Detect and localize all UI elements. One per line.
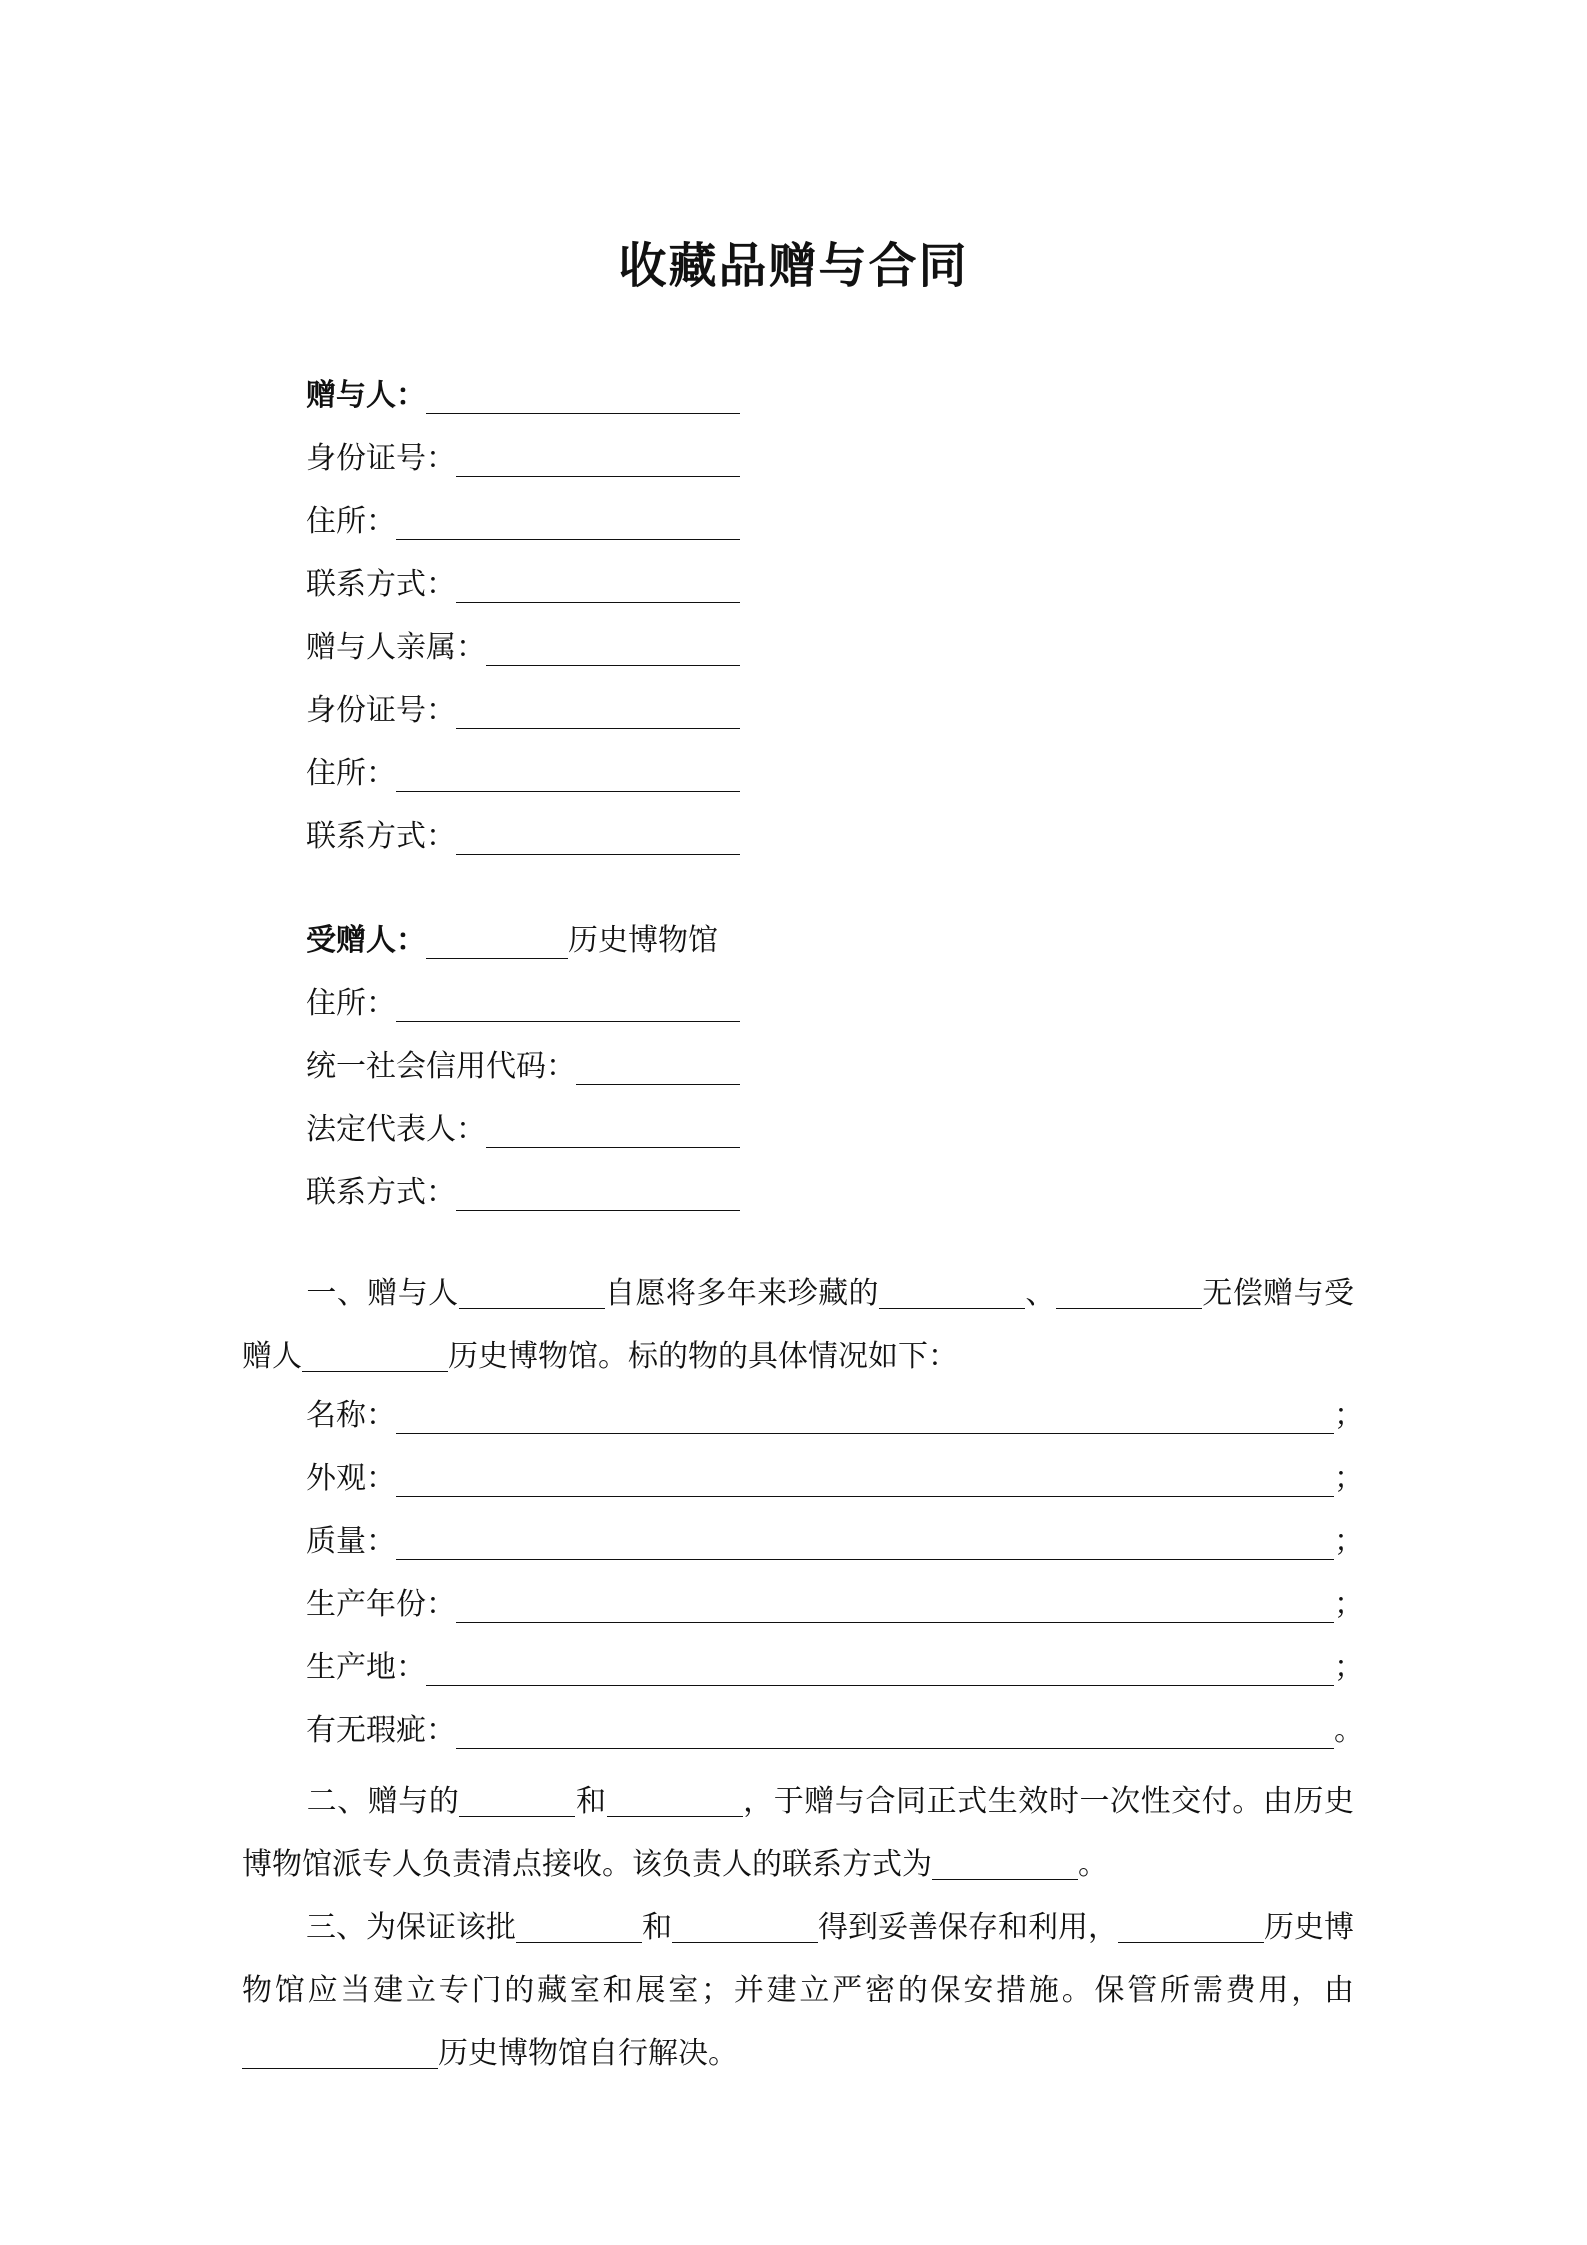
donee-credit-code-label: 统一社会信用代码： [306, 1049, 576, 1084]
relative-id-blank[interactable] [456, 692, 740, 729]
donee-credit-code-field [306, 1041, 740, 1087]
item-appearance-end: ； [1334, 1461, 1364, 1496]
item-appearance-label: 外观： [306, 1461, 396, 1496]
item-quality-field [306, 1516, 1364, 1562]
donor-id-field [306, 433, 740, 479]
clause-3-payer-blank[interactable] [242, 2038, 438, 2069]
clause-1-text-1: 一、赠与人 [306, 1276, 459, 1311]
item-origin-field [306, 1642, 1364, 1688]
clause-3-text-1: 三、为保证该批 [306, 1910, 516, 1945]
clause-1-text-3: 、 [1024, 1276, 1056, 1311]
clause-3-text-5: 历史博物馆自行解决。 [438, 2036, 738, 2071]
item-defects-end: 。 [1334, 1713, 1364, 1748]
donee-label: 受赠人： [306, 923, 426, 958]
donor-contact-field [306, 559, 740, 605]
item-appearance-field [306, 1453, 1364, 1499]
donee-credit-code-blank[interactable] [576, 1048, 740, 1085]
clause-1-item-b-blank[interactable] [1056, 1278, 1202, 1309]
donee-address-field [306, 978, 740, 1024]
relative-contact-field [306, 811, 740, 857]
donor-id-label: 身份证号： [306, 441, 456, 476]
donee-contact-label: 联系方式： [306, 1175, 456, 1210]
clause-2-text-2: 和 [575, 1784, 607, 1819]
item-quality-label: 质量： [306, 1524, 396, 1559]
item-defects-field [306, 1705, 1364, 1751]
donee-contact-blank[interactable] [456, 1174, 740, 1211]
clause-1-text-2: 自愿将多年来珍藏的 [604, 1276, 879, 1311]
item-origin-blank[interactable] [426, 1649, 1334, 1686]
item-quality-blank[interactable] [396, 1523, 1334, 1560]
clause-2-text-3: ，于赠与合同正式生效时一次性交付。由历史博物馆派专人负责清点接收。该负责人的联系方式为 [242, 1784, 1355, 1882]
item-origin-end: ； [1334, 1650, 1364, 1685]
relative-contact-blank[interactable] [456, 818, 740, 855]
clause-2-text-4: 。 [1078, 1847, 1108, 1882]
relative-id-field [306, 685, 740, 731]
relative-address-label: 住所： [306, 756, 396, 791]
relative-contact-label: 联系方式： [306, 819, 456, 854]
item-name-blank[interactable] [396, 1397, 1334, 1434]
clause-3-text-4: 历史博物馆应当建立专门的藏室和展室；并建立严密的保安措施。保管所需费用，由 [242, 1910, 1354, 2008]
donor-id-blank[interactable] [456, 440, 740, 477]
item-name-field [306, 1390, 1364, 1436]
item-year-field [306, 1579, 1364, 1625]
donor-address-field [306, 496, 740, 542]
clause-3-text-3: 得到妥善保存和利用， [818, 1910, 1118, 1945]
item-defects-label: 有无瑕疵： [306, 1713, 456, 1748]
relative-name-blank[interactable] [486, 629, 740, 666]
relative-name-field [306, 622, 740, 668]
clause-1-donor-blank[interactable] [459, 1278, 605, 1309]
relative-id-label: 身份证号： [306, 693, 456, 728]
item-year-label: 生产年份： [306, 1587, 456, 1622]
donee-legal-rep-label: 法定代表人： [306, 1112, 486, 1147]
item-name-label: 名称： [306, 1398, 396, 1433]
clause-2-item-b-blank[interactable] [607, 1786, 743, 1817]
clause-3-museum-blank[interactable] [1118, 1912, 1264, 1943]
relative-address-blank[interactable] [396, 755, 740, 792]
donee-name-blank[interactable] [426, 922, 568, 959]
item-origin-label: 生产地： [306, 1650, 426, 1685]
donee-address-label: 住所： [306, 986, 396, 1021]
donor-address-label: 住所： [306, 504, 396, 539]
item-quality-end: ； [1334, 1524, 1364, 1559]
relative-label: 赠与人亲属： [306, 630, 486, 665]
clause-1 [242, 1262, 1354, 1388]
clause-3-text-2: 和 [642, 1910, 672, 1945]
donor-label: 赠与人： [306, 378, 426, 413]
clause-2-text-1: 二、赠与的 [306, 1784, 460, 1819]
item-defects-blank[interactable] [456, 1712, 1334, 1749]
clause-1-item-a-blank[interactable] [879, 1278, 1025, 1309]
clause-1-donee-blank[interactable] [302, 1341, 448, 1372]
donee-legal-rep-field [306, 1104, 740, 1150]
clause-2 [242, 1770, 1354, 1896]
donor-contact-blank[interactable] [456, 566, 740, 603]
donor-name-field [306, 370, 740, 416]
item-year-blank[interactable] [456, 1586, 1334, 1623]
item-appearance-blank[interactable] [396, 1460, 1334, 1497]
donor-contact-label: 联系方式： [306, 567, 456, 602]
donor-address-blank[interactable] [396, 503, 740, 540]
item-name-end: ； [1334, 1398, 1364, 1433]
clause-2-contact-blank[interactable] [932, 1849, 1078, 1880]
donee-address-blank[interactable] [396, 985, 740, 1022]
clause-3-item-a-blank[interactable] [516, 1912, 642, 1943]
clause-3 [242, 1896, 1354, 2085]
donee-name-suffix: 历史博物馆 [568, 923, 718, 958]
clause-2-item-a-blank[interactable] [459, 1786, 575, 1817]
clause-3-item-b-blank[interactable] [672, 1912, 818, 1943]
item-year-end: ； [1334, 1587, 1364, 1622]
donor-name-blank[interactable] [426, 377, 740, 414]
clause-1-text-5: 历史博物馆。标的物的具体情况如下： [448, 1339, 958, 1374]
document-title: 收藏品赠与合同 [618, 238, 969, 294]
donee-legal-rep-blank[interactable] [486, 1111, 740, 1148]
donee-contact-field [306, 1167, 740, 1213]
clause-1-text-4: 无偿赠与受赠人 [242, 1276, 1355, 1374]
donee-name-field [306, 915, 740, 961]
relative-address-field [306, 748, 740, 794]
